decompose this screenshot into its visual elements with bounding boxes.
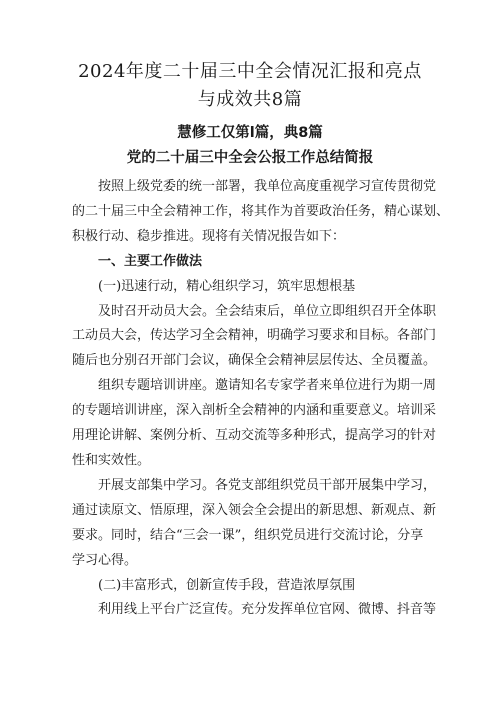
p3-line-4: 学习心得。 bbox=[72, 552, 138, 568]
intro-line-3: 积极行动、稳步推进。现将有关情况报告如下： bbox=[72, 228, 346, 244]
intro-line-1: 按照上级党委的统一部署，我单位高度重视学习宣传贯彻党 bbox=[98, 179, 437, 194]
p2-line-1: 组织专题培训讲座。邀请知名专家学者来单位进行为期一周 bbox=[98, 378, 437, 394]
p2-line-4: 性和实效性。 bbox=[72, 452, 151, 468]
p1-line-1: 及时召开动员大会。全会结束后，单位立即组织召开全体职 bbox=[98, 303, 437, 319]
paragraph-mobilization bbox=[72, 300, 437, 375]
p3-line-3: 要求。同时，结合“三会一课”，组织党员进行交流讨论，分享 bbox=[72, 527, 424, 543]
p1-line-3: 随后也分别召开部门会议，确保全会精神层层传达、全员覆盖。 bbox=[72, 353, 437, 369]
paragraph-training bbox=[72, 374, 437, 474]
p1-line-2: 工动员大会，传达学习全会精神，明确学习要求和目标。各部门 bbox=[72, 328, 437, 344]
p3-line-1: 开展支部集中学习。各党支部组织党员干部开展集中学习， bbox=[98, 477, 437, 493]
subsection-heading-1: (一)迅速行动，精心组织学习，筑牢思想根基 bbox=[98, 278, 356, 294]
title-line-2: 与成效共8篇 bbox=[197, 89, 303, 110]
title-line-1: 2024年度二十届三中全会情况汇报和亮点 bbox=[78, 61, 422, 82]
section-heading-1: 一、主要工作做法 bbox=[98, 253, 203, 269]
p2-line-2: 的专题培训讲座，深入剖析全会精神的内涵和重要意义。培训采 bbox=[72, 403, 437, 419]
p3-line-2: 通过读原文、悟原理，深入领会全会提出的新思想、新观点、新 bbox=[72, 502, 437, 518]
document-title bbox=[0, 58, 500, 114]
intro-line-2: 的二十届三中全会精神工作，将其作为首要政治任务，精心谋划、 bbox=[72, 203, 450, 219]
p2-line-3: 用理论讲解、案例分析、互动交流等多种形式，提高学习的针对 bbox=[72, 428, 437, 444]
subtitle-1: 慧修工仅第l篇，典8篇 bbox=[177, 125, 323, 141]
p4-line-1: 利用线上平台广泛宣传。充分发挥单位官网、微博、抖音等 bbox=[98, 602, 437, 618]
document-body bbox=[72, 175, 450, 623]
paragraph-online bbox=[72, 598, 437, 623]
intro-paragraph bbox=[72, 175, 450, 250]
subsection-heading-2: (二)丰富形式，创新宣传手段，营造浓厚氛围 bbox=[98, 577, 356, 593]
subtitle-2: 党的二十届三中全会公报工作总结简报 bbox=[126, 150, 374, 166]
paragraph-branch-study bbox=[72, 474, 437, 574]
